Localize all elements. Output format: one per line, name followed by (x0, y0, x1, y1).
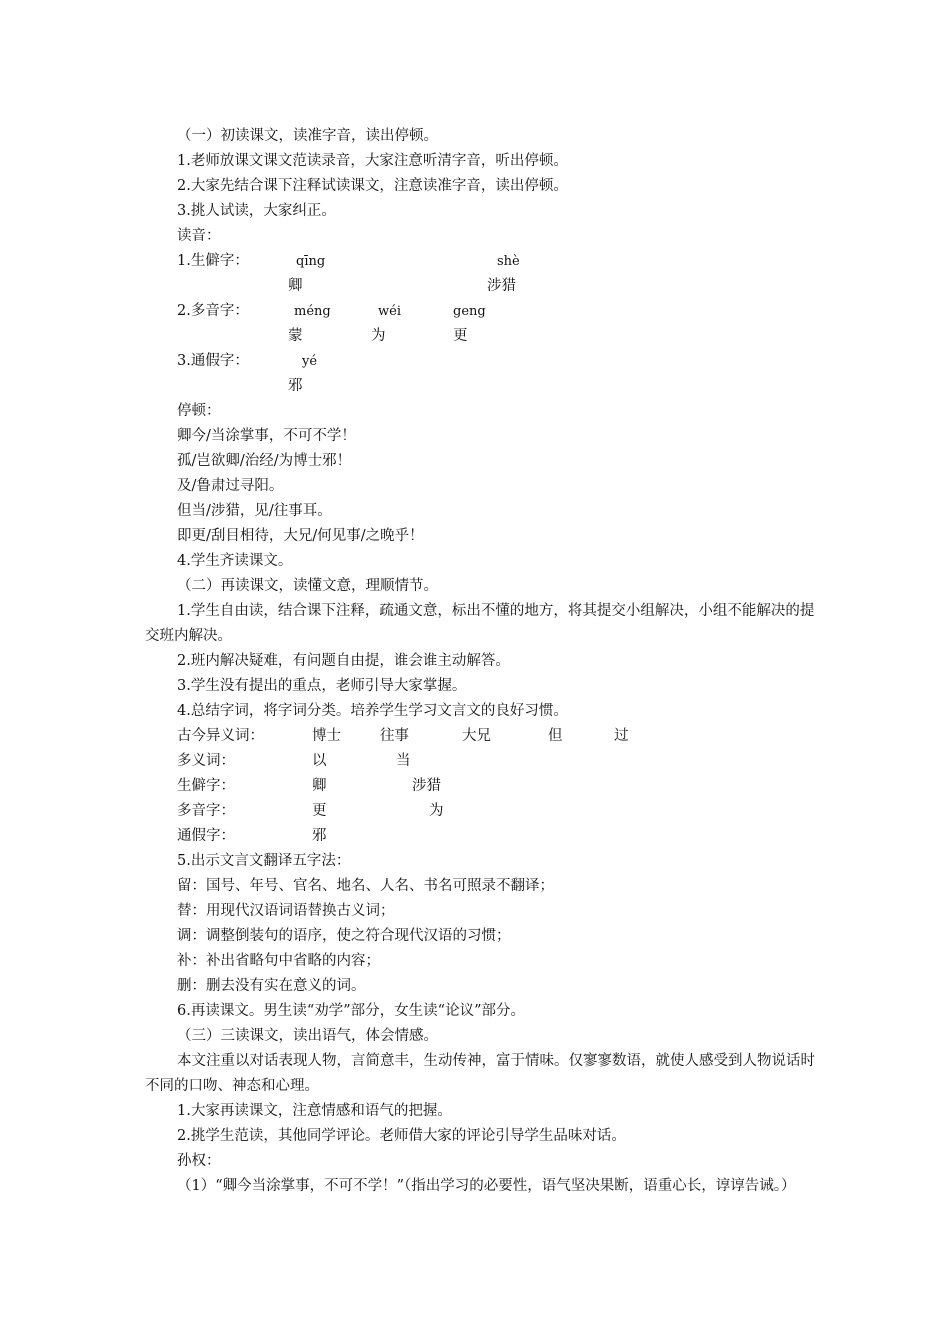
paragraph: 调：调整倒装句的语序，使之符合现代汉语的习惯； (177, 928, 511, 944)
paragraph: 2.班内解决疑难，有问题自由提，谁会谁主动解答。 (177, 653, 510, 669)
paragraph: 1.大家再读课文，注意情感和语气的把握。 (177, 1103, 452, 1119)
pinyin: geng (453, 304, 486, 319)
label-shengpi-2: 生僻字： (177, 778, 235, 794)
label-duoyi: 多义词： (177, 753, 235, 769)
paragraph: 本文注重以对话表现人物，言简意丰，生动传神，富于情味。仅寥寥数语，就使人感受到人物说话时不同的口吻、神态和心理。 (145, 1053, 815, 1094)
character: 为 (371, 328, 386, 344)
word: 更 (312, 803, 327, 819)
label-gujin: 古今异义词： (177, 728, 264, 744)
paragraph: 4.学生齐读课文。 (177, 553, 293, 569)
word: 以 (312, 753, 327, 769)
character: 蒙 (288, 328, 303, 344)
paragraph: 2.挑学生范读，其他同学评论。老师借大家的评论引导学生品味对话。 (177, 1128, 626, 1144)
label-duoyin: 2.多音字： (177, 303, 249, 319)
paragraph: 停顿： (177, 403, 221, 419)
paragraph: 卿今/当涂掌事，不可不学！ (177, 428, 356, 444)
paragraph: 替：用现代汉语词语替换古义词； (177, 903, 395, 919)
character: 卿 (288, 278, 303, 294)
word: 博士 (312, 728, 341, 744)
word: 邪 (312, 828, 327, 844)
word: 大兄 (462, 728, 491, 744)
paragraph: 但当/涉猎，见/往事耳。 (177, 503, 332, 519)
paragraph: 读音： (177, 228, 221, 244)
label-tongjia-2: 通假字： (177, 828, 235, 844)
paragraph: 2.大家先结合课下注释试读课文，注意读准字音，读出停顿。 (177, 178, 568, 194)
paragraph: 4.总结字词，将字词分类。培养学生学习文言文的良好习惯。 (177, 703, 568, 719)
section-heading-1: （一）初读课文，读准字音，读出停顿。 (177, 128, 438, 144)
word: 为 (429, 803, 444, 819)
paragraph: 3.挑人试读，大家纠正。 (177, 203, 336, 219)
paragraph: 5.出示文言文翻译五字法： (177, 853, 351, 869)
word: 但 (548, 728, 563, 744)
paragraph: 1.学生自由读，结合课下注释，疏通文意，标出不懂的地方，将其提交小组解决，小组不能解决的提交班内解决。 (145, 603, 815, 644)
paragraph: 留：国号、年号、官名、地名、人名、书名可照录不翻译； (177, 878, 554, 894)
paragraph: 1.老师放课文课文范读录音，大家注意听清字音，听出停顿。 (177, 153, 568, 169)
paragraph: 3.学生没有提出的重点，老师引导大家掌握。 (177, 678, 467, 694)
pinyin: méng (294, 304, 331, 319)
pinyin: qīng (296, 254, 326, 269)
label-tongjia: 3.通假字： (177, 353, 249, 369)
paragraph: 6.再读课文。男生读“劝学”部分，女生读“论议”部分。 (177, 1003, 525, 1019)
paragraph: 孙权： (177, 1153, 221, 1169)
word: 当 (396, 753, 411, 769)
word: 往事 (380, 728, 409, 744)
pinyin: shè (497, 254, 520, 269)
pinyin: yé (302, 354, 318, 369)
paragraph: 删：删去没有实在意义的词。 (177, 978, 366, 994)
paragraph: 补：补出省略句中省略的内容； (177, 953, 380, 969)
label-duoyin-2: 多音字： (177, 803, 235, 819)
section-heading-2: （二）再读课文，读懂文意，理顺情节。 (177, 578, 438, 594)
paragraph: （1）“卿今当涂掌事，不可不学！”（指出学习的必要性，语气坚决果断，语重心长，谆谆告诫。） (177, 1178, 796, 1194)
character: 邪 (288, 378, 303, 394)
paragraph: 及/鲁肃过寻阳。 (177, 478, 284, 494)
label-shengpi: 1.生僻字： (177, 253, 249, 269)
character: 涉猎 (487, 278, 516, 294)
word: 过 (614, 728, 629, 744)
character: 更 (453, 328, 468, 344)
paragraph: 孤/岂欲卿/治经/为博士邪！ (177, 453, 352, 469)
word: 涉猎 (412, 778, 441, 794)
paragraph: 即更/刮目相待，大兄/何见事/之晚乎！ (177, 528, 424, 544)
section-heading-3: （三）三读课文，读出语气，体会情感。 (177, 1028, 438, 1044)
pinyin: wéi (378, 304, 401, 319)
word: 卿 (312, 778, 327, 794)
